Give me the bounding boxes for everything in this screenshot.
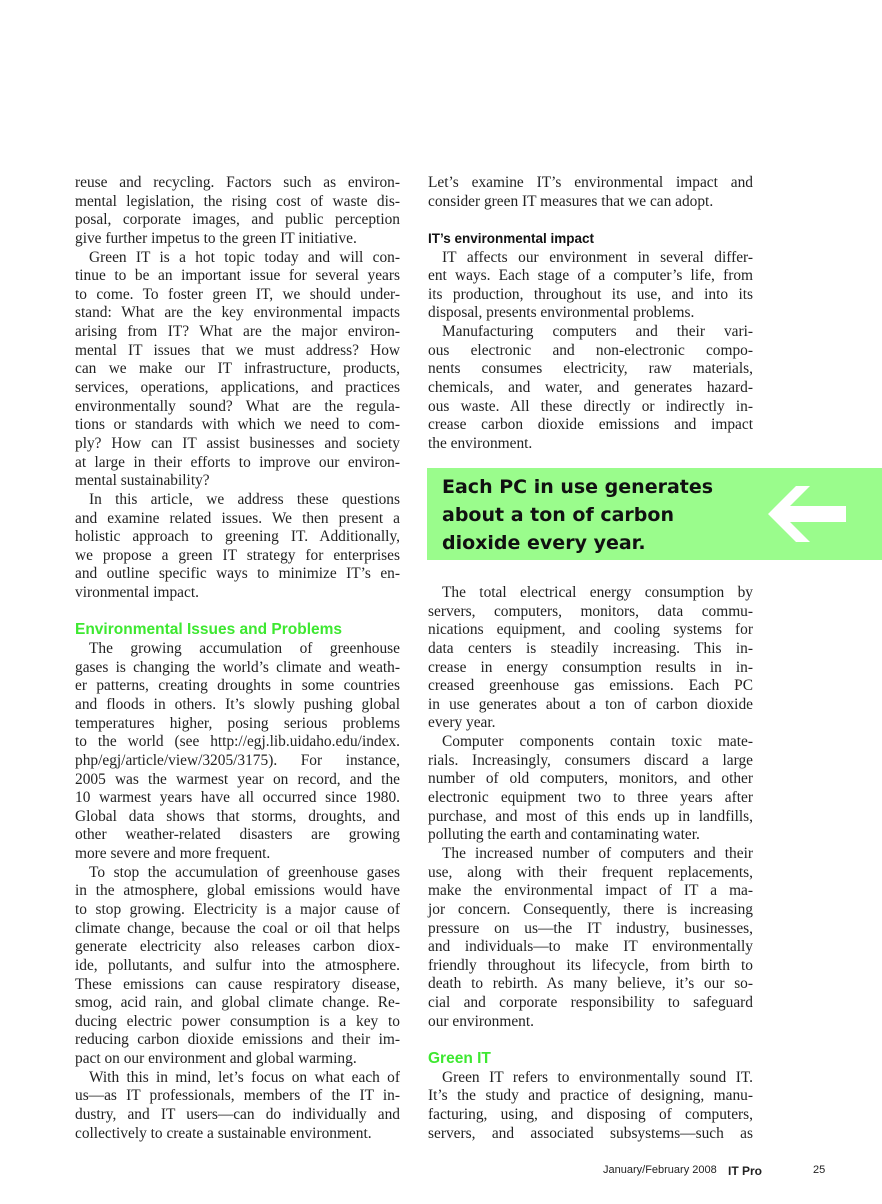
paragraph <box>428 845 753 1031</box>
paragraph <box>75 174 400 249</box>
page-number: 25 <box>813 1164 826 1176</box>
pull-quote <box>427 468 882 560</box>
paragraph <box>75 1069 400 1144</box>
pull-quote-text <box>442 473 742 557</box>
text-line: nications equipment, and cooling systems for <box>428 621 753 639</box>
text-line: tinue to be an important issue for several years <box>75 267 400 285</box>
text-line: temperatures higher, posing serious problems <box>75 714 400 732</box>
text-line: other weather-related disasters are growing <box>75 826 400 844</box>
paragraph <box>428 249 753 324</box>
text-line: servers, computers, monitors, data commu- <box>428 602 753 620</box>
text-line: nents consumes electricity, raw materials, <box>428 360 753 378</box>
text-line: to come. To foster green IT, we should under- <box>75 285 400 303</box>
text-line: In this article, we address these questions <box>89 490 400 508</box>
text-line: mental legislation, the rising cost of waste dis- <box>75 192 400 210</box>
text-line: Computer components contain toxic mate- <box>442 733 753 751</box>
text-line: posal, corporate images, and public perception <box>75 211 400 229</box>
magazine-name: IT Pro <box>728 1164 763 1178</box>
text-line: ply? How can IT assist businesses and society <box>75 434 400 452</box>
text-line: chemicals, and water, and generates hazard- <box>428 379 753 397</box>
text-line: number of old computers, monitors, and other <box>428 770 753 788</box>
text-line: Let’s examine IT’s environmental impact and <box>428 174 753 191</box>
text-line: and floods in others. It’s slowly pushing global <box>75 695 400 713</box>
text-line: and examine related issues. We then present a <box>75 509 400 527</box>
text-line: our environment. <box>428 1012 534 1030</box>
right-column-top <box>428 174 753 454</box>
text-line: rials. Increasingly, consumers discard a large <box>428 751 753 769</box>
text-line: crease in energy consumption results in in- <box>428 658 753 676</box>
text-line: purchase, and most of this ends up in landfills, <box>428 807 753 825</box>
text-line: 10 warmest years have all occurred since 1980. <box>75 789 400 807</box>
text-line: Manufacturing computers and their vari- <box>442 323 753 341</box>
text-line: consider green IT measures that we can adopt. <box>428 192 714 210</box>
text-line: the environment. <box>428 434 533 452</box>
text-line: mental IT issues that we must address? How <box>75 341 400 359</box>
issue-date: January/February 2008 <box>603 1164 717 1176</box>
text-line: at large in their efforts to improve our environ- <box>75 453 400 471</box>
text-line: tions or standards with which we need to com- <box>75 416 400 434</box>
text-line: climate change, because the coal or oil that helps <box>75 919 400 937</box>
paragraph <box>428 733 753 845</box>
text-line: to the world (see http://egj.lib.uidaho.edu/index. <box>75 733 400 751</box>
section-heading: IT’s environmental impact <box>428 230 595 246</box>
pull-quote-line: about a ton of carbon <box>442 504 674 526</box>
text-line: us—as IT professionals, members of the IT in- <box>75 1087 400 1105</box>
text-line: ide, pollutants, and sulfur into the atmosphere. <box>75 956 400 974</box>
text-line: friendly throughout its lifecycle, from birth to <box>428 956 753 974</box>
text-line: er patterns, creating droughts in some countries <box>75 677 400 695</box>
text-line: death to rebirth. As many believe, it’s our so- <box>428 975 753 993</box>
text-line: more severe and more frequent. <box>75 845 271 863</box>
text-line: ous waste. All these directly or indirectly in- <box>428 397 753 415</box>
text-line: mental sustainability? <box>75 472 210 490</box>
pull-quote-line: dioxide every year. <box>442 532 646 554</box>
text-line: pact on our environment and global warming. <box>75 1050 357 1068</box>
text-line: arising from IT? What are the major environ- <box>75 323 400 341</box>
text-line: The growing accumulation of greenhouse <box>89 640 400 658</box>
text-line: collectively to create a sustainable environment. <box>75 1124 372 1142</box>
text-line: we propose a green IT strategy for enterprises <box>75 546 400 564</box>
text-line: Green IT refers to environmentally sound IT. <box>442 1068 753 1086</box>
paragraph <box>428 323 753 453</box>
paragraph <box>428 584 753 733</box>
text-line: The total electrical energy consumption by <box>442 584 753 601</box>
text-line: vironmental impact. <box>75 584 199 602</box>
text-line: cial and corporate responsibility to safeguard <box>428 994 753 1012</box>
text-line: reuse and recycling. Factors such as environ- <box>75 174 400 191</box>
text-line: jor concern. Consequently, there is increasing <box>428 900 753 918</box>
text-line: make the environmental impact of IT a ma- <box>428 882 753 900</box>
paragraph <box>428 1069 753 1144</box>
text-line: 2005 was the warmest year on record, and the <box>75 770 400 788</box>
text-line: With this in mind, let’s focus on what each of <box>89 1068 400 1086</box>
section-heading: Environmental Issues and Problems <box>75 621 343 639</box>
paragraph <box>75 864 400 1069</box>
text-line: and individuals—to make IT environmentally <box>428 938 753 956</box>
text-line: smog, acid rain, and global climate change. Re- <box>75 994 400 1012</box>
text-line: holistic approach to greening IT. Additionally, <box>75 528 400 546</box>
text-line: To stop the accumulation of greenhouse gases <box>89 863 400 881</box>
text-line: pressure on us—the IT industry, businesses, <box>428 919 753 937</box>
text-line: and outline specific ways to minimize IT’s en- <box>75 565 400 583</box>
arrow-left-icon <box>768 486 846 542</box>
text-line: IT affects our environment in several differ- <box>442 248 753 266</box>
text-line: use, along with their frequent replacements, <box>428 863 753 881</box>
text-line: It’s the study and practice of designing, manu- <box>428 1087 753 1105</box>
paragraph <box>75 249 400 491</box>
text-line: give further impetus to the green IT initiative. <box>75 229 357 247</box>
text-line: in use generates about a ton of carbon dioxide <box>428 695 753 713</box>
text-line: Global data shows that storms, droughts, and <box>75 807 400 825</box>
text-line: creased greenhouse gas emissions. Each PC <box>428 677 753 695</box>
paragraph <box>75 640 400 864</box>
text-line: servers, and associated subsystems—such as <box>428 1124 753 1142</box>
text-line: gases is changing the world’s climate and weath- <box>75 658 400 676</box>
text-line: stand: What are the key environmental impacts <box>75 304 400 322</box>
text-line: data centers is steadily increasing. This in- <box>428 639 753 657</box>
text-line: php/egj/article/view/3205/3175). For instance, <box>75 751 400 769</box>
text-line: its production, throughout its use, and into its <box>428 285 753 303</box>
text-line: ducing electric power consumption is a key to <box>75 1012 400 1030</box>
text-line: in the atmosphere, global emissions would have <box>75 882 400 900</box>
text-line: dustry, and IT users—can do individually and <box>75 1106 400 1124</box>
paragraph <box>75 491 400 603</box>
text-line: can we make our IT infrastructure, products, <box>75 360 400 378</box>
text-line: ous electronic and non-electronic compo- <box>428 341 753 359</box>
right-column-bottom <box>428 584 753 1143</box>
text-line: These emissions can cause respiratory disease, <box>75 975 400 993</box>
text-line: services, operations, applications, and practices <box>75 379 400 397</box>
text-line: every year. <box>428 714 496 732</box>
text-line: Green IT is a hot topic today and will con- <box>89 248 400 266</box>
text-line: ent ways. Each stage of a computer’s life, from <box>428 267 753 285</box>
text-line: polluting the earth and contaminating water. <box>428 826 700 844</box>
text-line: electronic equipment two to three years after <box>428 789 753 807</box>
text-line: reducing carbon dioxide emissions and their im- <box>75 1031 400 1049</box>
text-line: generate electricity also releases carbon diox- <box>75 938 400 956</box>
text-line: to stop growing. Electricity is a major cause of <box>75 900 400 918</box>
paragraph <box>428 174 753 211</box>
text-line: environmentally sound? What are the regula- <box>75 397 400 415</box>
text-line: The increased number of computers and their <box>442 844 753 862</box>
text-line: crease carbon dioxide emissions and impact <box>428 416 753 434</box>
text-line: facturing, using, and disposing of computers, <box>428 1105 753 1123</box>
left-column <box>75 174 400 1143</box>
text-line: disposal, presents environmental problems. <box>428 304 695 322</box>
pull-quote-line: Each PC in use generates <box>442 476 714 498</box>
section-heading: Green IT <box>428 1050 491 1068</box>
